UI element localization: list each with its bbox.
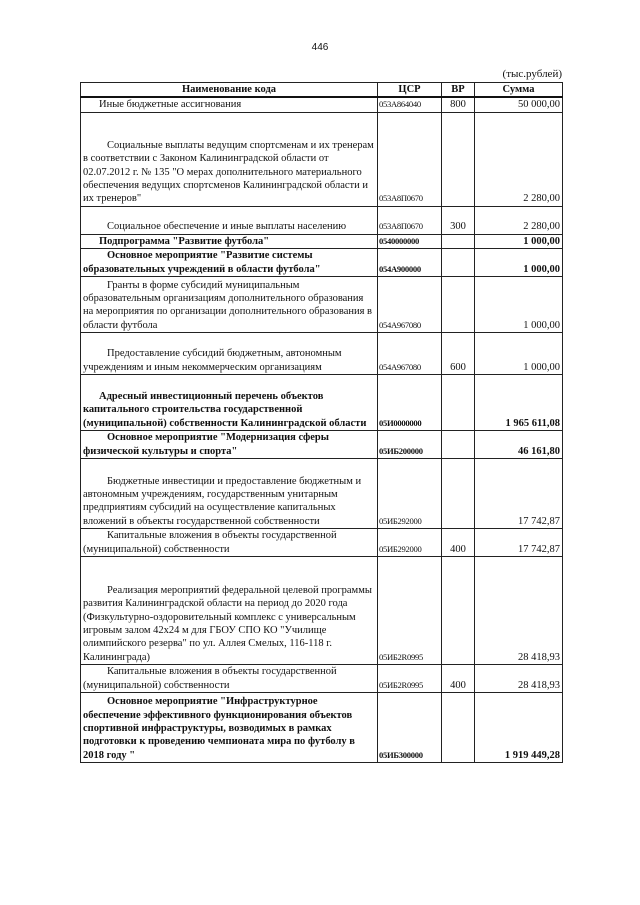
row-sum: 1 000,00: [475, 276, 563, 332]
row-csr: 05ИБ292000: [378, 528, 442, 556]
row-sum: 1 000,00: [475, 234, 563, 248]
row-vr: [442, 112, 475, 206]
row-csr: 054А967080: [378, 332, 442, 374]
row-csr: 05ИБ200000: [378, 430, 442, 458]
row-name: Подпрограмма "Развитие футбола": [81, 234, 378, 248]
table-row: [81, 276, 563, 332]
table-row: [81, 664, 563, 692]
row-csr: 05ИБ2R0995: [378, 556, 442, 664]
table-row: [81, 430, 563, 458]
row-name: Капитальные вложения в объекты государственной (муниципальной) собственности: [81, 664, 378, 692]
row-vr: [442, 234, 475, 248]
row-vr: [442, 556, 475, 664]
row-vr: [442, 276, 475, 332]
row-sum: 50 000,00: [475, 97, 563, 112]
header-sum: Сумма: [475, 83, 563, 98]
table-header-row: [81, 83, 563, 98]
row-name: Бюджетные инвестиции и предоставление бюджетным и автономным учреждениям, государственным унитарным предприятиям субсидий на осуществление капитальных вложений в объекты государственной собственности: [81, 458, 378, 528]
row-csr: 053А8П0670: [378, 112, 442, 206]
row-name: Основное мероприятие "Развитие системы образовательных учреждений в области футбола": [81, 248, 378, 276]
header-csr: ЦСР: [378, 83, 442, 98]
budget-table: [80, 82, 563, 763]
table-row: [81, 458, 563, 528]
row-name: Основное мероприятие "Модернизация сферы физической культуры и спорта": [81, 430, 378, 458]
row-sum: 17 742,87: [475, 528, 563, 556]
row-vr: 400: [442, 664, 475, 692]
row-vr: [442, 374, 475, 430]
row-csr: 053А864040: [378, 97, 442, 112]
row-vr: 800: [442, 97, 475, 112]
row-name: Гранты в форме субсидий муниципальным образовательным организациям дополнительного образования на мероприятия по организации дополнительного образования в области футбола: [81, 276, 378, 332]
row-csr: 05ИБ300000: [378, 692, 442, 762]
row-sum: 1 919 449,28: [475, 692, 563, 762]
table-row: [81, 556, 563, 664]
row-csr: 054А967080: [378, 276, 442, 332]
row-sum: 28 418,93: [475, 556, 563, 664]
table-row: [81, 112, 563, 206]
row-name: Социальное обеспечение и иные выплаты населению: [81, 206, 378, 234]
row-csr: 05ИБ2R0995: [378, 664, 442, 692]
row-vr: 300: [442, 206, 475, 234]
row-csr: 0540000000: [378, 234, 442, 248]
row-vr: [442, 430, 475, 458]
table-row: [81, 248, 563, 276]
table-row: [81, 374, 563, 430]
row-sum: 46 161,80: [475, 430, 563, 458]
row-vr: 400: [442, 528, 475, 556]
row-vr: [442, 458, 475, 528]
row-name: Реализация мероприятий федеральной целевой программы развития Калининградской области на период до 2020 года (Физкультурно-оздоровительный комплекс с универсальным игровым залом 42х24 м для ГБОУ СПО КО "Училище олимпийского резерва" по ул. Аллея Смелых, 116-118 г. Калининграда): [81, 556, 378, 664]
row-sum: 2 280,00: [475, 206, 563, 234]
header-vr: ВР: [442, 83, 475, 98]
row-name: Предоставление субсидий бюджетным, автономным учреждениям и иным некоммерческим организациям: [81, 332, 378, 374]
table-row: [81, 528, 563, 556]
row-sum: 1 000,00: [475, 332, 563, 374]
row-name: Основное мероприятие "Инфраструктурное обеспечение эффективного функционирования объектов спортивной инфраструктуры, возводимых в рамках подготовки к проведению чемпионата мира по футболу в 2018 году ": [81, 692, 378, 762]
row-csr: 05И0000000: [378, 374, 442, 430]
row-vr: [442, 692, 475, 762]
units-label: (тыс.рублей): [502, 68, 562, 80]
row-name: Социальные выплаты ведущим спортсменам и их тренерам в соответствии с Законом Калининградской области от 02.07.2012 г. № 135 "О мерах дополнительного материального обеспечения ведущих спортсменов Калининградской области и их тренеров": [81, 112, 378, 206]
row-vr: [442, 248, 475, 276]
row-sum: 28 418,93: [475, 664, 563, 692]
table-row: [81, 332, 563, 374]
table-row: [81, 234, 563, 248]
row-name: Адресный инвестиционный перечень объектов капитального строительства государственной (муниципальной) собственности Калининградской области: [81, 374, 378, 430]
table-row: [81, 692, 563, 762]
page-number: 446: [311, 42, 329, 53]
table-row: [81, 97, 563, 112]
row-name: Иные бюджетные ассигнования: [81, 97, 378, 112]
table-row: [81, 206, 563, 234]
row-vr: 600: [442, 332, 475, 374]
row-sum: 1 000,00: [475, 248, 563, 276]
row-sum: 2 280,00: [475, 112, 563, 206]
row-sum: 1 965 611,08: [475, 374, 563, 430]
row-sum: 17 742,87: [475, 458, 563, 528]
row-csr: 054А900000: [378, 248, 442, 276]
row-csr: 05ИБ292000: [378, 458, 442, 528]
row-csr: 053А8П0670: [378, 206, 442, 234]
header-name: Наименование кода: [81, 83, 378, 98]
row-name: Капитальные вложения в объекты государственной (муниципальной) собственности: [81, 528, 378, 556]
